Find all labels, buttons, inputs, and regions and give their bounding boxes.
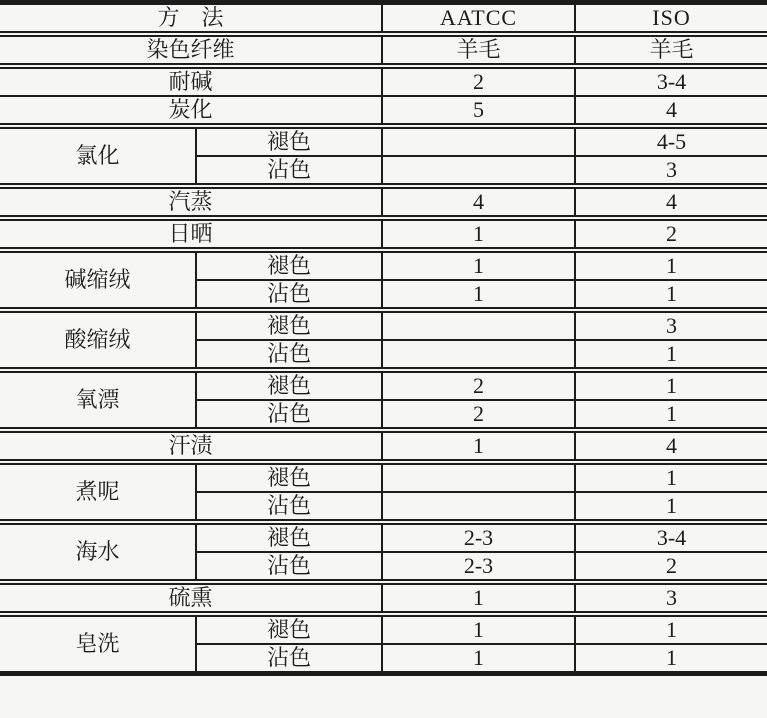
table-row: [0, 96, 767, 126]
method-cell: 炭化: [0, 96, 382, 126]
aatcc-value-cell: 2: [382, 66, 575, 96]
effect-type-cell: 褪色: [196, 522, 382, 552]
table-row: [0, 582, 767, 614]
aatcc-value-cell: 羊毛: [382, 34, 575, 66]
aatcc-value-cell: [382, 340, 575, 370]
effect-type-cell: 褪色: [196, 370, 382, 400]
iso-value-cell: 1: [575, 614, 767, 644]
aatcc-value-cell: 2-3: [382, 552, 575, 582]
aatcc-value-cell: 4: [382, 186, 575, 218]
col-header-aatcc: AATCC: [382, 3, 575, 35]
table-row: [0, 186, 767, 218]
iso-value-cell: 3: [575, 310, 767, 340]
group-method-cell: 氧漂: [0, 370, 196, 430]
table-row: [0, 310, 767, 340]
aatcc-value-cell: [382, 156, 575, 186]
effect-type-cell: 沾色: [196, 400, 382, 430]
table-row: [0, 370, 767, 400]
table-row: [0, 126, 767, 156]
method-cell: 染色纤维: [0, 34, 382, 66]
iso-value-cell: 羊毛: [575, 34, 767, 66]
effect-type-cell: 沾色: [196, 280, 382, 310]
col-header-iso: ISO: [575, 3, 767, 35]
group-method-cell: 海水: [0, 522, 196, 582]
iso-value-cell: 4: [575, 430, 767, 462]
aatcc-value-cell: [382, 126, 575, 156]
aatcc-value-cell: [382, 462, 575, 492]
effect-type-cell: 褪色: [196, 462, 382, 492]
method-cell: 汗渍: [0, 430, 382, 462]
aatcc-value-cell: 1: [382, 614, 575, 644]
method-cell: 日晒: [0, 218, 382, 250]
iso-value-cell: 3-4: [575, 66, 767, 96]
effect-type-cell: 沾色: [196, 492, 382, 522]
table-body: [0, 3, 767, 674]
iso-value-cell: 2: [575, 552, 767, 582]
aatcc-value-cell: 1: [382, 250, 575, 280]
iso-value-cell: 1: [575, 644, 767, 674]
effect-type-cell: 褪色: [196, 310, 382, 340]
iso-value-cell: 1: [575, 280, 767, 310]
aatcc-value-cell: 2: [382, 370, 575, 400]
aatcc-value-cell: [382, 310, 575, 340]
method-cell: 耐碱: [0, 66, 382, 96]
iso-value-cell: 1: [575, 462, 767, 492]
iso-value-cell: 1: [575, 492, 767, 522]
aatcc-value-cell: 2-3: [382, 522, 575, 552]
group-method-cell: 氯化: [0, 126, 196, 186]
effect-type-cell: 褪色: [196, 126, 382, 156]
iso-value-cell: 1: [575, 340, 767, 370]
effect-type-cell: 褪色: [196, 614, 382, 644]
iso-value-cell: 3-4: [575, 522, 767, 552]
iso-value-cell: 1: [575, 370, 767, 400]
aatcc-value-cell: 1: [382, 430, 575, 462]
group-method-cell: 煮呢: [0, 462, 196, 522]
method-cell: 汽蒸: [0, 186, 382, 218]
table-row: [0, 462, 767, 492]
iso-value-cell: 1: [575, 250, 767, 280]
effect-type-cell: 沾色: [267, 645, 312, 670]
aatcc-value-cell: [382, 492, 575, 522]
effect-type-cell: 沾色: [196, 156, 382, 186]
table-row: [0, 66, 767, 96]
aatcc-value-cell: 1: [382, 218, 575, 250]
aatcc-value-cell: 1: [382, 582, 575, 614]
aatcc-value-cell: 5: [382, 96, 575, 126]
aatcc-value-cell: 1: [382, 644, 575, 674]
table-row: [0, 522, 767, 552]
effect-type-cell: 褪色: [196, 250, 382, 280]
group-method-cell: 碱缩绒: [0, 250, 196, 310]
table-row: [0, 430, 767, 462]
col-header-method: 方 法: [0, 3, 382, 35]
iso-value-cell: 4: [575, 96, 767, 126]
iso-value-cell: 4: [575, 186, 767, 218]
table-row: [0, 614, 767, 644]
effect-type-cell: 沾色: [196, 552, 382, 582]
table-row: [0, 34, 767, 66]
method-cell: 硫熏: [0, 582, 382, 614]
table-row: [0, 3, 767, 35]
aatcc-value-cell: 1: [382, 280, 575, 310]
iso-value-cell: 3: [575, 582, 767, 614]
table-row: [0, 218, 767, 250]
aatcc-value-cell: 2: [382, 400, 575, 430]
table-row: [0, 250, 767, 280]
group-method-cell: 皂洗: [0, 614, 196, 674]
iso-value-cell: 4-5: [575, 126, 767, 156]
iso-value-cell: 2: [575, 218, 767, 250]
iso-value-cell: 3: [575, 156, 767, 186]
iso-value-cell: 1: [575, 400, 767, 430]
effect-type-cell: 沾色: [196, 340, 382, 370]
group-method-cell: 酸缩绒: [0, 310, 196, 370]
